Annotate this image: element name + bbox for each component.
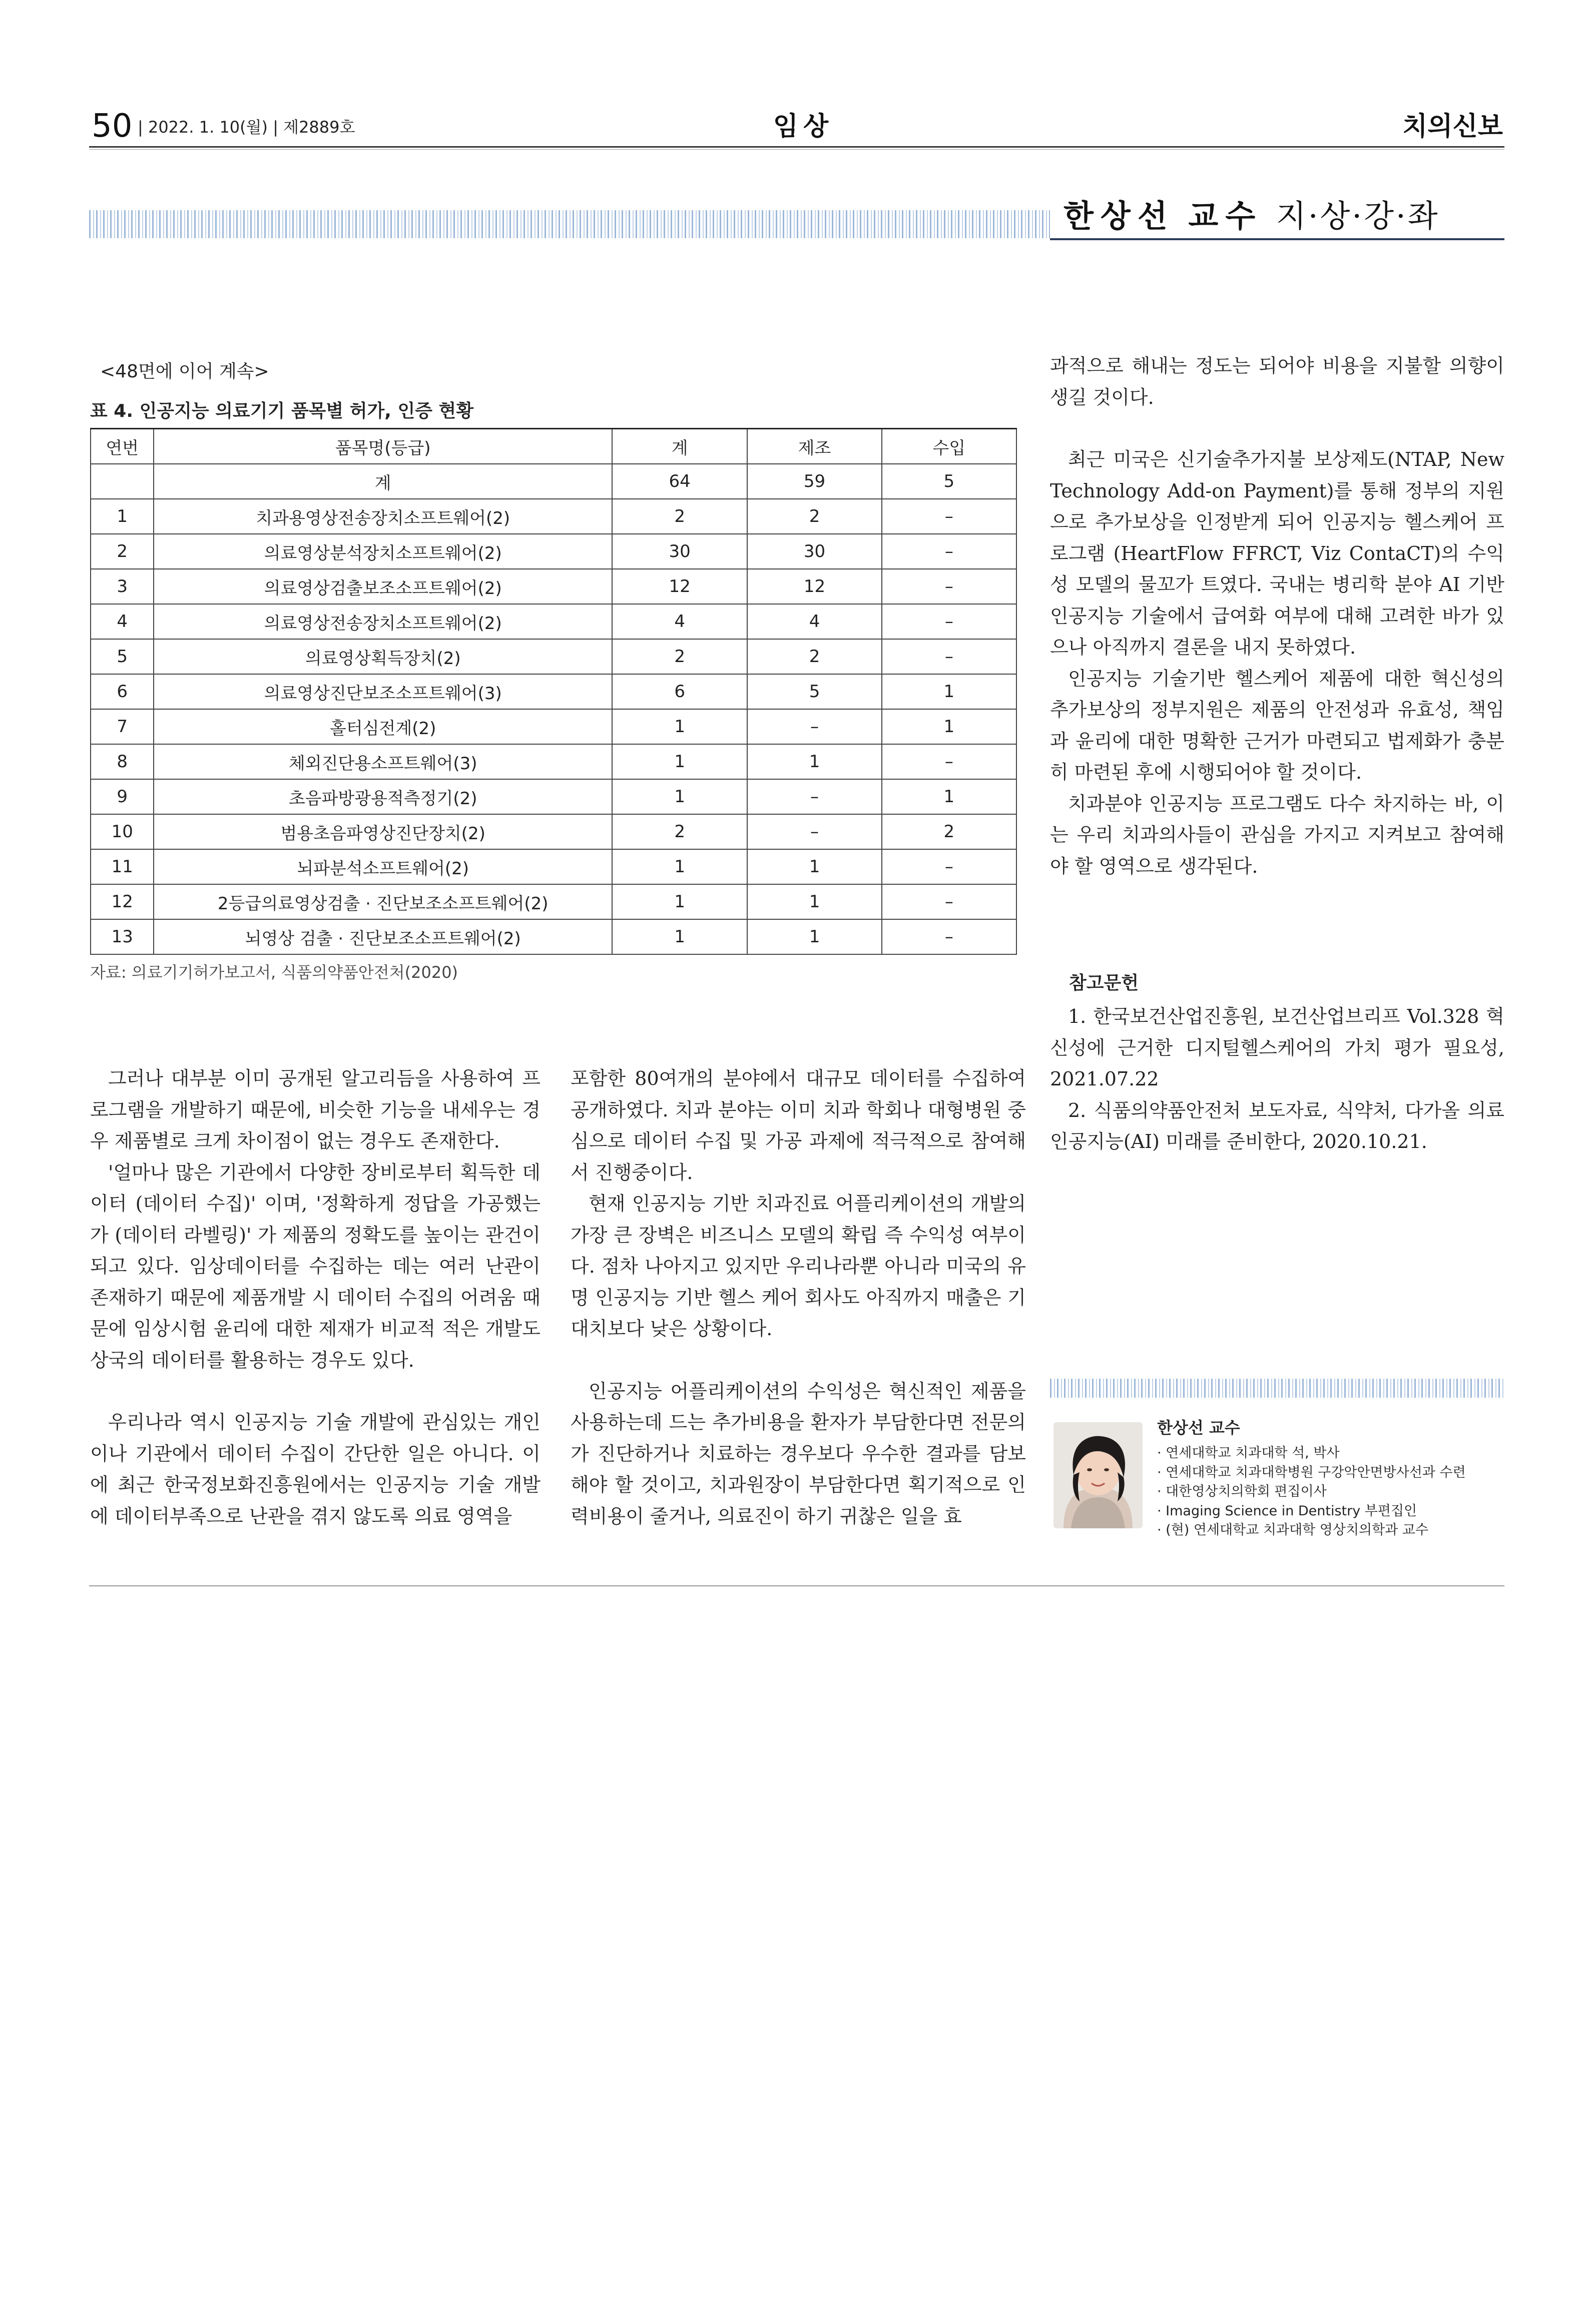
table-cell: – bbox=[882, 639, 1016, 674]
section-title: 임상 bbox=[773, 112, 834, 142]
table-cell: 2 bbox=[612, 814, 747, 849]
header-rule-thin bbox=[89, 149, 1504, 150]
series-title bbox=[1063, 195, 1440, 237]
paragraph: 인공지능 기술기반 헬스케어 제품에 대한 혁신성의 추가보상의 정부지원은 제품의 안전성과 유효성, 책임과 윤리에 대한 명확한 근거가 마련되고 법제화가 충분히 마련된 후에 시행되어야 할 것이다. bbox=[1050, 667, 1504, 783]
paragraph: 치과분야 인공지능 프로그램도 다수 차지하는 바, 이는 우리 치과의사들이 관심을 가지고 지켜보고 참여해야 할 영역으로 생각된다. bbox=[1050, 792, 1504, 877]
table-cell: 2 bbox=[612, 499, 747, 534]
paper-name: 치의신보 bbox=[1402, 112, 1503, 142]
table-cell: 5 bbox=[882, 464, 1016, 499]
paragraph: 과적으로 해내는 정도는 되어야 비용을 지불할 의향이 생길 것이다. bbox=[1050, 355, 1504, 408]
table-cell bbox=[91, 464, 154, 499]
table-cell: 3 bbox=[91, 569, 154, 604]
table-cell: 8 bbox=[91, 744, 154, 779]
table-cell: 11 bbox=[91, 849, 154, 884]
paragraph: 우리나라 역시 인공지능 기술 개발에 관심있는 개인이나 기관에서 데이터 수집이 간단한 일은 아니다. 이에 최근 한국정보화진흥원에서는 인공지능 기술 개발에 데이터부족으로 난관을 겪지 않도록 의료 영역을 bbox=[90, 1411, 541, 1527]
body-column-3 bbox=[1050, 350, 1504, 882]
table-cell: 계 bbox=[154, 464, 612, 499]
table-cell: 2 bbox=[747, 499, 881, 534]
table-cell: 2 bbox=[882, 814, 1016, 849]
header-cell: 계 bbox=[612, 429, 747, 464]
table-cell: 5 bbox=[747, 674, 881, 709]
table-row bbox=[91, 569, 1016, 604]
table-cell: 뇌영상 검출 · 진단보조소프트웨어(2) bbox=[154, 919, 612, 954]
table-row bbox=[91, 534, 1016, 569]
continued-note: <48면에 이어 계속> bbox=[100, 361, 269, 382]
table-cell: 6 bbox=[91, 674, 154, 709]
table-cell: 2등급의료영상검출 · 진단보조소프트웨어(2) bbox=[154, 884, 612, 919]
table-cell: 13 bbox=[91, 919, 154, 954]
table-row bbox=[91, 674, 1016, 709]
table-cell: – bbox=[882, 604, 1016, 639]
table-cell: 홀터심전계(2) bbox=[154, 709, 612, 744]
table-row bbox=[91, 604, 1016, 639]
table-cell: 1 bbox=[612, 884, 747, 919]
issue-info: | 2022. 1. 10(월) | 제2889호 bbox=[138, 118, 355, 137]
table-cell: 12 bbox=[747, 569, 881, 604]
table-row bbox=[91, 744, 1016, 779]
bio-item: · 연세대학교 치과대학병원 구강악안면방사선과 수련 bbox=[1157, 1464, 1466, 1480]
references-heading: 참고문헌 bbox=[1069, 973, 1139, 993]
table-cell: 64 bbox=[612, 464, 747, 499]
table-cell: – bbox=[882, 919, 1016, 954]
table-source: 자료: 의료기기허가보고서, 식품의약품안전처(2020) bbox=[90, 963, 458, 982]
bio-item: · Imaging Science in Dentistry 부편집인 bbox=[1157, 1503, 1417, 1519]
table-cell: 1 bbox=[612, 919, 747, 954]
paragraph: 그러나 대부분 이미 공개된 알고리듬을 사용하여 프로그램을 개발하기 때문에, 비슷한 기능을 내세우는 경우 제품별로 크게 차이점이 없는 경우도 존재한다. bbox=[90, 1067, 541, 1152]
table-cell: – bbox=[747, 814, 881, 849]
table-cell: 6 bbox=[612, 674, 747, 709]
table-cell: 1 bbox=[612, 849, 747, 884]
table-cell: 2 bbox=[612, 639, 747, 674]
table-cell: 2 bbox=[91, 534, 154, 569]
table-cell: 1 bbox=[91, 499, 154, 534]
table-row bbox=[91, 464, 1016, 499]
table-cell: 의료영상진단보조소프트웨어(3) bbox=[154, 674, 612, 709]
header-rule bbox=[89, 146, 1504, 148]
table-row bbox=[91, 709, 1016, 744]
body-column-2 bbox=[571, 1063, 1026, 1532]
table-cell: 1 bbox=[612, 709, 747, 744]
author-photo bbox=[1053, 1422, 1143, 1528]
header-cell: 수입 bbox=[882, 429, 1016, 464]
table-cell: 9 bbox=[91, 779, 154, 814]
table-row bbox=[91, 919, 1016, 954]
bio-item: · (현) 연세대학교 치과대학 영상치의학과 교수 bbox=[1157, 1522, 1429, 1538]
device-approval-table bbox=[90, 428, 1017, 955]
author-bio bbox=[1157, 1444, 1466, 1540]
table-cell: 30 bbox=[612, 534, 747, 569]
table-cell: 2 bbox=[747, 639, 881, 674]
bio-item: · 대한영상치의학회 편집이사 bbox=[1157, 1484, 1327, 1499]
author-name: 한상선 교수 bbox=[1157, 1418, 1240, 1437]
table-cell: 1 bbox=[747, 919, 881, 954]
paragraph: 포함한 80여개의 분야에서 대규모 데이터를 수집하여 공개하였다. 치과 분야는 이미 치과 학회나 대형병원 중심으로 데이터 수집 및 가공 과제에 적극적으로 참여해서 진행중이다. bbox=[571, 1067, 1026, 1184]
table-cell: 범용초음파영상진단장치(2) bbox=[154, 814, 612, 849]
series-title-word: 교수 bbox=[1188, 198, 1263, 234]
table-cell: 1 bbox=[882, 674, 1016, 709]
page-number: 50 bbox=[92, 108, 133, 145]
table-row bbox=[91, 499, 1016, 534]
table-cell: 1 bbox=[882, 709, 1016, 744]
table-cell: 1 bbox=[612, 744, 747, 779]
table-cell: 4 bbox=[747, 604, 881, 639]
table-cell: – bbox=[882, 569, 1016, 604]
table-cell: 7 bbox=[91, 709, 154, 744]
table-cell: 1 bbox=[747, 744, 881, 779]
paragraph: 최근 미국은 신기술추가지불 보상제도(NTAP, New Technology Add-on Payment)를 통해 정부의 지원으로 추가보상을 인정받게 되어 인공지능 헬스케어 프로그램 (HeartFlow FFRCT, Viz ContaCT)의 수익성 모델의 물꼬가 트였다. 국내는 병리학 분야 AI 기반 인공지능 기술에서 급여화 여부에 대해 고려한 바가 있으나 아직까지 결론을 내지 못하였다. bbox=[1050, 448, 1504, 658]
table-row bbox=[91, 639, 1016, 674]
table-cell: – bbox=[882, 499, 1016, 534]
table-cell: 59 bbox=[747, 464, 881, 499]
bottom-rule bbox=[89, 1585, 1504, 1586]
series-author: 한상선 bbox=[1063, 198, 1175, 234]
table-cell: 1 bbox=[882, 779, 1016, 814]
table-cell: 1 bbox=[747, 849, 881, 884]
table-cell: 의료영상전송장치소프트웨어(2) bbox=[154, 604, 612, 639]
paragraph: 현재 인공지능 기반 치과진료 어플리케이션의 개발의 가장 큰 장벽은 비즈니스 모델의 확립 즉 수익성 여부이다. 점차 나아지고 있지만 우리나라뿐 아니라 미국의 유명 인공지능 기반 헬스 케어 회사도 아직까지 매출은 기대치보다 낮은 상황이다. bbox=[571, 1193, 1026, 1340]
table-row bbox=[91, 849, 1016, 884]
table-cell: – bbox=[882, 849, 1016, 884]
table-cell: 1 bbox=[612, 779, 747, 814]
header-cell: 제조 bbox=[747, 429, 881, 464]
header-cell: 연번 bbox=[91, 429, 154, 464]
table-row bbox=[91, 814, 1016, 849]
table-cell: 12 bbox=[91, 884, 154, 919]
table-cell: 4 bbox=[91, 604, 154, 639]
table-cell: 치과용영상전송장치소프트웨어(2) bbox=[154, 499, 612, 534]
table-cell: – bbox=[882, 534, 1016, 569]
table-cell: 30 bbox=[747, 534, 881, 569]
series-rule bbox=[1050, 238, 1504, 240]
table-cell: 의료영상획득장치(2) bbox=[154, 639, 612, 674]
table-cell: 뇌파분석소프트웨어(2) bbox=[154, 849, 612, 884]
table-cell: 체외진단용소프트웨어(3) bbox=[154, 744, 612, 779]
table-cell: – bbox=[747, 779, 881, 814]
header-cell: 품목명(등급) bbox=[154, 429, 612, 464]
table-cell: 10 bbox=[91, 814, 154, 849]
reference-item: 2. 식품의약품안전처 보도자료, 식약처, 다가올 의료인공지능(AI) 미래를 준비한다, 2020.10.21. bbox=[1050, 1099, 1504, 1152]
table-cell: 의료영상검출보조소프트웨어(2) bbox=[154, 569, 612, 604]
bio-item: · 연세대학교 치과대학 석, 박사 bbox=[1157, 1445, 1340, 1461]
table-body bbox=[91, 464, 1016, 954]
series-name: 지·상·강·좌 bbox=[1276, 198, 1440, 234]
table-caption: 표 4. 인공지능 의료기기 품목별 허가, 인증 현황 bbox=[90, 401, 474, 421]
references-list bbox=[1050, 1001, 1504, 1157]
banner-barcode-decoration bbox=[89, 210, 1050, 238]
body-column-1 bbox=[90, 1063, 541, 1532]
table-cell: – bbox=[747, 709, 881, 744]
author-barcode-decoration bbox=[1050, 1379, 1504, 1398]
reference-item: 1. 한국보건산업진흥원, 보건산업브리프 Vol.328 혁신성에 근거한 디지털헬스케어의 가치 평가 필요성, 2021.07.22 bbox=[1050, 1005, 1504, 1090]
table-row bbox=[91, 884, 1016, 919]
table-header-row bbox=[91, 429, 1016, 464]
table-cell: 의료영상분석장치소프트웨어(2) bbox=[154, 534, 612, 569]
table-cell: 1 bbox=[747, 884, 881, 919]
table-row bbox=[91, 779, 1016, 814]
paragraph: 인공지능 어플리케이션의 수익성은 혁신적인 제품을 사용하는데 드는 추가비용을 환자가 부담한다면 전문의가 진단하거나 치료하는 경우보다 우수한 결과를 담보해야 할 것이고, 치과원장이 부담한다면 획기적으로 인력비용이 줄거나, 의료진이 하기 귀찮은 일을 효 bbox=[571, 1380, 1026, 1527]
table-cell: – bbox=[882, 744, 1016, 779]
table-cell: 4 bbox=[612, 604, 747, 639]
paragraph: '얼마나 많은 기관에서 다양한 장비로부터 획득한 데이터 (데이터 수집)' 이며, '정확하게 정답을 가공했는가 (데이터 라벨링)' 가 제품의 정확도를 높이는 관건이 되고 있다. 임상데이터를 수집하는 데는 여러 난관이 존재하기 때문에 제품개발 시 데이터 수집의 어려움 때문에 임상시험 윤리에 대한 제재가 비교적 적은 개발도상국의 데이터를 활용하는 경우도 있다. bbox=[90, 1161, 541, 1371]
table-cell: 초음파방광용적측정기(2) bbox=[154, 779, 612, 814]
table-cell: 12 bbox=[612, 569, 747, 604]
table-cell: – bbox=[882, 884, 1016, 919]
table-cell: 5 bbox=[91, 639, 154, 674]
